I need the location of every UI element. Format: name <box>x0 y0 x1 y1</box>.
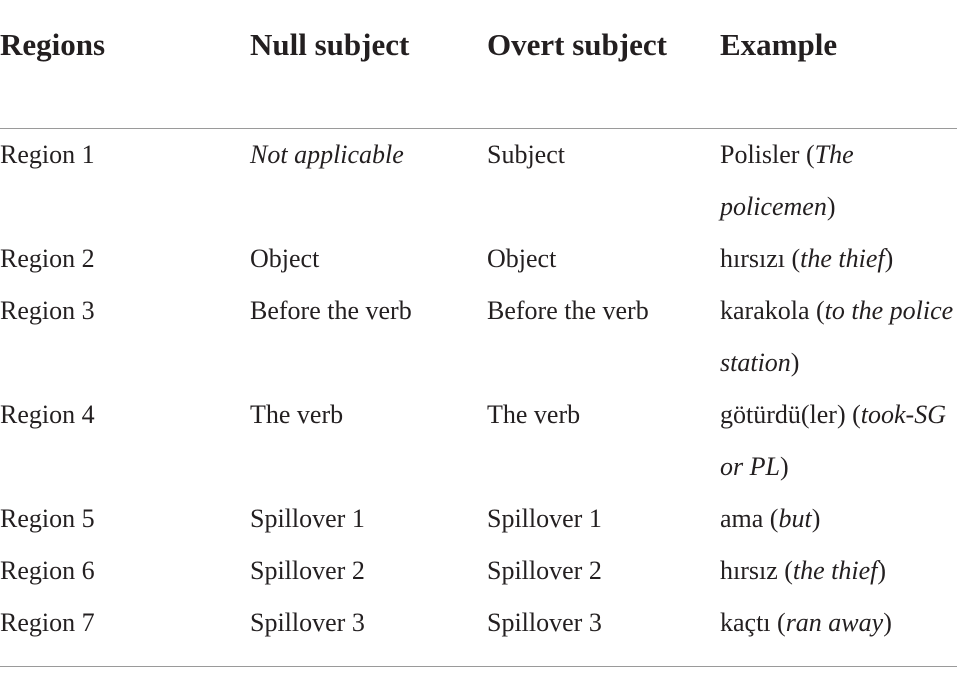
example-close-paren: ) <box>811 504 821 533</box>
table-row <box>0 129 957 233</box>
overt-subject-cell: The verb <box>487 400 581 429</box>
header-null-subject: Null subject <box>250 27 410 62</box>
example-close-paren: ) <box>779 452 789 481</box>
example-translation: but <box>778 504 812 533</box>
table-row <box>0 233 957 285</box>
header-overt-subject: Overt subject <box>487 27 667 62</box>
example-close-paren: ) <box>877 556 887 585</box>
example-close-paren: ) <box>883 608 892 637</box>
table-row <box>0 285 957 389</box>
table-row <box>0 597 957 649</box>
example-cell <box>720 597 957 649</box>
table-header <box>0 0 957 129</box>
example-cell <box>720 233 957 285</box>
overt-subject-cell: Object <box>487 244 557 273</box>
example-text: Polisler ( <box>720 140 815 169</box>
example-cell <box>720 129 957 233</box>
region-cell: Region 5 <box>0 504 95 533</box>
region-cell: Region 6 <box>0 556 95 585</box>
region-cell: Region 3 <box>0 296 95 325</box>
overt-subject-cell: Spillover 1 <box>487 504 602 533</box>
example-translation: ran away <box>785 608 884 637</box>
null-subject-cell: Spillover 1 <box>250 504 365 533</box>
region-cell: Region 4 <box>0 400 95 429</box>
example-text: karakola ( <box>720 296 825 325</box>
table-bottom-rule <box>0 666 957 667</box>
null-subject-cell: Spillover 2 <box>250 556 365 585</box>
null-subject-cell: Not applicable <box>250 140 404 169</box>
region-cell: Region 1 <box>0 140 95 169</box>
null-subject-cell: Before the verb <box>250 296 412 325</box>
example-translation: to the police station <box>720 296 954 377</box>
example-translation: the thief <box>792 556 878 585</box>
table-row <box>0 389 957 493</box>
example-text: hırsızı ( <box>720 244 801 273</box>
overt-subject-cell: Before the verb <box>487 296 649 325</box>
header-regions: Regions <box>0 27 106 62</box>
table-row <box>0 545 957 597</box>
table-row <box>0 493 957 545</box>
example-text: götürdü(ler) ( <box>720 400 861 429</box>
example-cell <box>720 285 957 389</box>
example-text: hırsız ( <box>720 556 793 585</box>
example-close-paren: ) <box>884 244 894 273</box>
overt-subject-cell: Subject <box>487 140 565 169</box>
header-example: Example <box>720 27 838 62</box>
region-cell: Region 7 <box>0 608 95 637</box>
example-text: ama ( <box>720 504 779 533</box>
example-close-paren: ) <box>790 348 800 377</box>
example-text: kaçtı ( <box>720 608 786 637</box>
example-cell <box>720 389 957 493</box>
example-translation: The policemen <box>720 140 854 221</box>
example-cell <box>720 545 957 597</box>
example-translation: the thief <box>800 244 885 273</box>
null-subject-cell: The verb <box>250 400 344 429</box>
overt-subject-cell: Spillover 3 <box>487 608 602 637</box>
example-close-paren: ) <box>826 192 836 221</box>
null-subject-cell: Spillover 3 <box>250 608 365 637</box>
example-translation: took-SG or PL <box>720 400 946 481</box>
example-cell <box>720 493 957 545</box>
region-cell: Region 2 <box>0 244 95 273</box>
overt-subject-cell: Spillover 2 <box>487 556 602 585</box>
null-subject-cell: Object <box>250 244 320 273</box>
